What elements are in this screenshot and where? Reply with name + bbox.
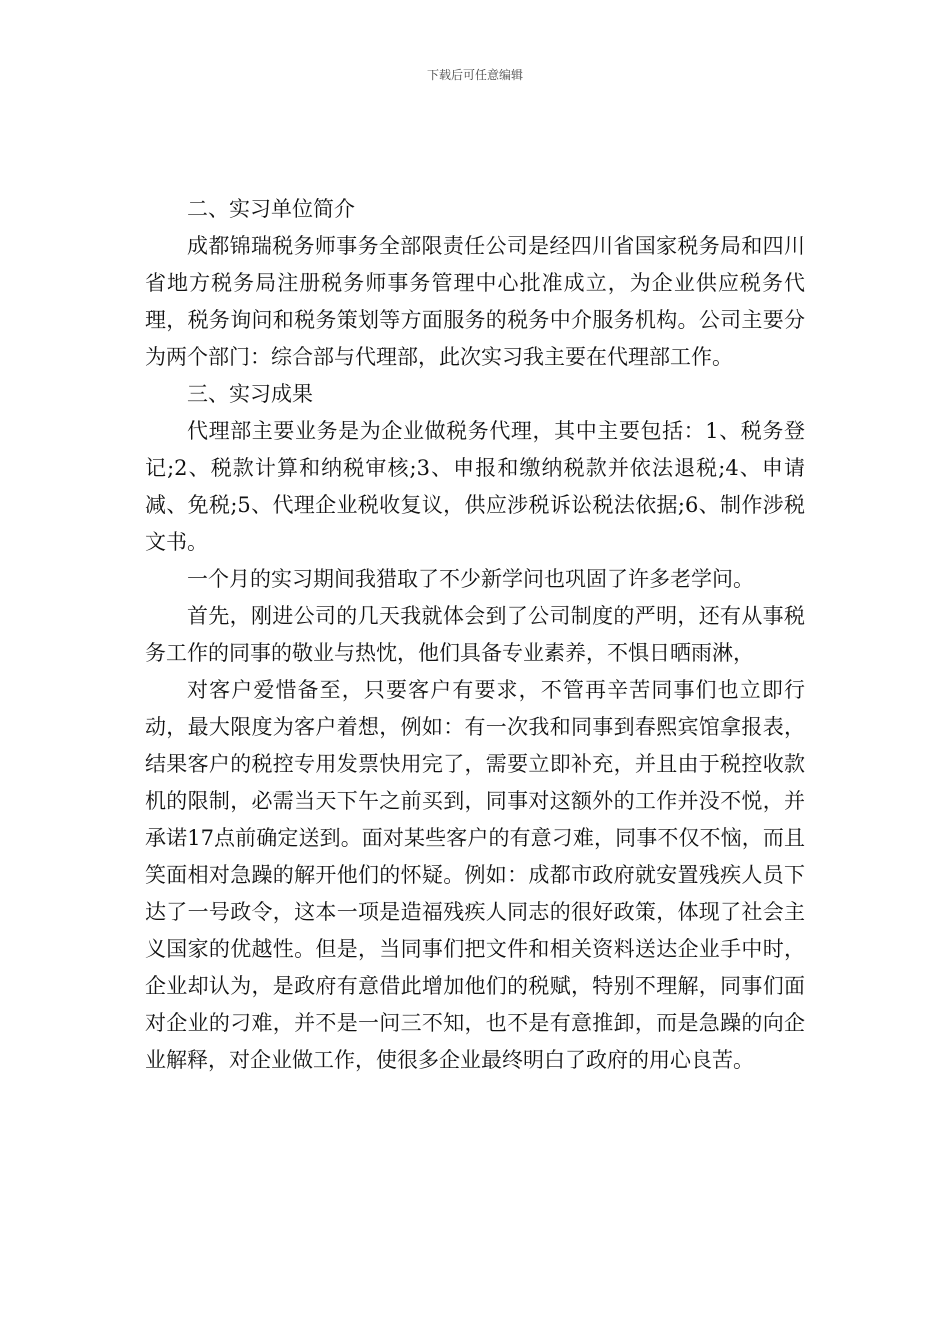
paragraph-knowledge-gained: 一个月的实习期间我猎取了不少新学问也巩固了许多老学问。: [187, 567, 754, 591]
paragraph-first-impressions: 首先，刚进公司的几天我就体会到了公司制度的严明，还有从事税务工作的同事的敬业与热忱，他们具备专业素养，不惧日晒雨淋，: [145, 604, 805, 665]
paragraph-company-intro: 成都锦瑞税务师事务全部限责任公司是经四川省国家税务局和四川省地方税务局注册税务师事务管理中心批准成立，为企业供应税务代理，税务询问和税务策划等方面服务的税务中介服务机构。公司主要分为两个部门：综合部与代理部，此次实习我主要在代理部工作。: [145, 234, 805, 369]
section-heading-internship-unit: 二、实习单位简介: [187, 197, 355, 221]
page-header: 下载后可任意编辑: [426, 68, 523, 82]
document-body: [145, 191, 805, 1079]
section-heading-internship-results: 三、实习成果: [187, 382, 313, 406]
paragraph-customer-care: 对客户爱惜备至，只要客户有要求，不管再辛苦同事们也立即行动，最大限度为客户着想，例如：有一次我和同事到春熙宾馆拿报表，结果客户的税控专用发票快用完了，需要立即补充，并且由于税控收款机的限制，必需当天下午之前买到，同事对这额外的工作并没不悦，并承诺17点前确定送到。面对某些客户的有意刁难，同事不仅不恼，而且笑面相对急躁的解开他们的怀疑。例如：成都市政府就安置残疾人员下达了一号政令，这本一项是造福残疾人同志的很好政策，体现了社会主义国家的优越性。但是，当同事们把文件和相关资料送达企业手中时，企业却认为，是政府有意借此增加他们的税赋，特别不理解，同事们面对企业的刁难，并不是一问三不知，也不是有意推卸，而是急躁的向企业解释，对企业做工作，使很多企业最终明白了政府的用心良苦。: [145, 678, 805, 1072]
paragraph-agency-business: 代理部主要业务是为企业做税务代理，其中主要包括：1、税务登记;2、税款计算和纳税审核;3、申报和缴纳税款并依法退税;4、申请减、免税;5、代理企业税收复议，供应涉税诉讼税法依据;6、制作涉税文书。: [145, 419, 805, 554]
